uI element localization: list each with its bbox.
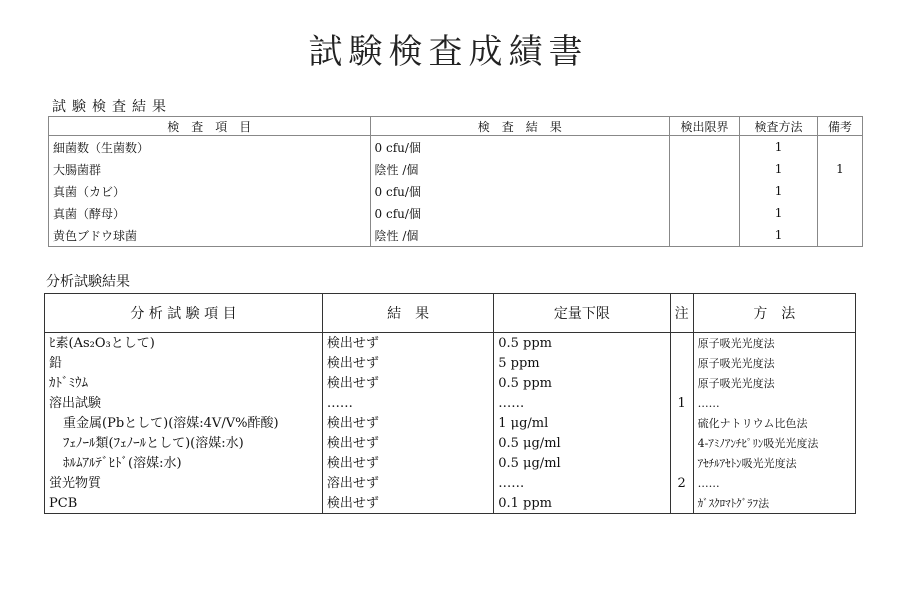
header-note: 備考: [818, 117, 863, 136]
table-row: [49, 136, 863, 159]
result-cell: 検出せず: [322, 333, 493, 354]
item-cell: ﾋ素(As₂O₃として): [45, 333, 323, 354]
header-result: 検 査 結 果: [370, 117, 670, 136]
result-cell: 検出せず: [322, 413, 493, 433]
method-cell: 4-ｱﾐﾉｱﾝﾁﾋﾟﾘﾝ吸光光度法: [693, 433, 855, 453]
method-cell: 原子吸光光度法: [693, 373, 855, 393]
limit-cell: [670, 158, 740, 180]
method-cell: ｱｾﾁﾙｱｾﾄﾝ吸光光度法: [693, 453, 855, 473]
result-cell: 陰性 /個: [370, 224, 670, 247]
header-limit: 定量下限: [494, 294, 670, 333]
method-cell: 1: [740, 224, 818, 247]
inspection-results-table: [48, 116, 863, 247]
result-cell: 陰性 /個: [370, 158, 670, 180]
note-cell: 1: [670, 393, 693, 413]
method-cell: 1: [740, 158, 818, 180]
note-cell: [670, 493, 693, 514]
note-cell: [670, 433, 693, 453]
result-cell: 溶出せず: [322, 473, 493, 493]
item-cell: ﾌｪﾉｰﾙ類(ﾌｪﾉｰﾙとして)(溶媒:水): [45, 433, 323, 453]
analysis-results-table: [44, 293, 856, 514]
header-note: 注: [670, 294, 693, 333]
table-row: [49, 180, 863, 202]
item-cell: 溶出試験: [45, 393, 323, 413]
note-cell: [818, 224, 863, 247]
result-cell: 検出せず: [322, 353, 493, 373]
method-cell: ……: [693, 393, 855, 413]
item-cell: 真菌（酵母）: [49, 202, 371, 224]
limit-cell: [670, 136, 740, 159]
header-item: 分 析 試 験 項 目: [45, 294, 323, 333]
limit-cell: ……: [494, 393, 670, 413]
note-cell: [670, 453, 693, 473]
limit-cell: 5 ppm: [494, 353, 670, 373]
result-cell: 0 cfu/個: [370, 136, 670, 159]
item-cell: ﾎﾙﾑｱﾙﾃﾞﾋﾄﾞ(溶媒:水): [45, 453, 323, 473]
table-header-row: [45, 294, 856, 333]
header-method: 方 法: [693, 294, 855, 333]
section1-title: 試験検査結果: [52, 99, 172, 115]
header-limit: 検出限界: [670, 117, 740, 136]
item-cell: 鉛: [45, 353, 323, 373]
item-cell: 蛍光物質: [45, 473, 323, 493]
table-header-row: [49, 117, 863, 136]
limit-cell: 0.5 ppm: [494, 333, 670, 354]
method-cell: 1: [740, 136, 818, 159]
item-cell: 細菌数（生菌数）: [49, 136, 371, 159]
table-row: [49, 224, 863, 247]
result-cell: 0 cfu/個: [370, 180, 670, 202]
method-cell: 1: [740, 180, 818, 202]
item-cell: 重金属(Pbとして)(溶媒:4V/V%酢酸): [45, 413, 323, 433]
method-cell: 1: [740, 202, 818, 224]
result-cell: 検出せず: [322, 493, 493, 514]
item-cell: 真菌（カビ）: [49, 180, 371, 202]
note-cell: [670, 333, 693, 354]
item-cell: 大腸菌群: [49, 158, 371, 180]
table-row: [45, 433, 856, 453]
item-cell: 黄色ブドウ球菌: [49, 224, 371, 247]
limit-cell: [670, 224, 740, 247]
result-cell: ……: [322, 393, 493, 413]
limit-cell: 0.5 μg/ml: [494, 453, 670, 473]
limit-cell: ……: [494, 473, 670, 493]
method-cell: ……: [693, 473, 855, 493]
result-cell: 検出せず: [322, 433, 493, 453]
item-cell: PCB: [45, 493, 323, 514]
document-title: 試験検査成績書: [308, 32, 589, 72]
result-cell: 検出せず: [322, 373, 493, 393]
note-cell: [670, 413, 693, 433]
result-cell: 検出せず: [322, 453, 493, 473]
note-cell: [670, 373, 693, 393]
table-row: [45, 413, 856, 433]
limit-cell: 0.5 μg/ml: [494, 433, 670, 453]
item-cell: ｶﾄﾞﾐｳﾑ: [45, 373, 323, 393]
table-row: [45, 393, 856, 413]
method-cell: ｶﾞｽｸﾛﾏﾄｸﾞﾗﾌ法: [693, 493, 855, 514]
limit-cell: [670, 202, 740, 224]
result-cell: 0 cfu/個: [370, 202, 670, 224]
limit-cell: 0.5 ppm: [494, 373, 670, 393]
header-item: 検 査 項 目: [49, 117, 371, 136]
table-row: [45, 493, 856, 514]
limit-cell: [670, 180, 740, 202]
table-row: [45, 373, 856, 393]
note-cell: [818, 180, 863, 202]
note-cell: [818, 136, 863, 159]
table-row: [45, 473, 856, 493]
note-cell: [670, 353, 693, 373]
header-result: 結 果: [322, 294, 493, 333]
limit-cell: 0.1 ppm: [494, 493, 670, 514]
section2-title: 分析試験結果: [46, 274, 130, 290]
table-row: [49, 158, 863, 180]
table-row: [49, 202, 863, 224]
table-row: [45, 333, 856, 354]
note-cell: 2: [670, 473, 693, 493]
header-method: 検査方法: [740, 117, 818, 136]
method-cell: 原子吸光光度法: [693, 333, 855, 354]
limit-cell: 1 μg/ml: [494, 413, 670, 433]
table-row: [45, 453, 856, 473]
note-cell: 1: [818, 158, 863, 180]
note-cell: [818, 202, 863, 224]
table-row: [45, 353, 856, 373]
method-cell: 硫化ナトリウム比色法: [693, 413, 855, 433]
method-cell: 原子吸光光度法: [693, 353, 855, 373]
